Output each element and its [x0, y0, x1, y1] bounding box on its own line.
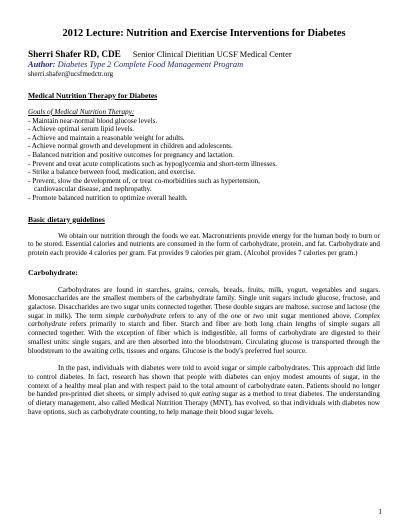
goal-item: - Achieve optimal serum lipid levels.	[28, 125, 135, 134]
goal-item: - Strike a balance between food, medication, and exercise.	[28, 168, 196, 177]
term-quit-eating: quit eating	[188, 390, 221, 399]
goal-item: - Achieve and maintain a reasonable weight for adults.	[28, 133, 185, 142]
term-complex-carbohydrate: Complex carbohydrate	[28, 311, 380, 329]
goal-item: - Achieve normal growth and development in children and adolescents.	[28, 142, 233, 151]
goal-item: - Prevent and treat acute complications such as hypoglycemia and short-term illnesses.	[28, 159, 278, 168]
author-label: Author:	[28, 60, 56, 69]
mnt-heading: Medical Nutrition Therapy for Diabetes	[28, 91, 158, 100]
basic-guidelines-paragraph: We obtain our nutrition through the foods we eat. Macronutrients provide energy for the human body to burn or to be stored. Essential calories and nutrients are consumed in the form of carbohydrate, protein, and fat. Carbohydrate and protein each provide 4 calories per gram. Fat provides 9 calories per gram. (Alcohol provides 7 calories per gram.)	[28, 231, 380, 257]
goal-item: - Balanced nutrition and positive outcomes for pregnancy and lactation.	[28, 150, 234, 159]
author-block	[28, 49, 380, 79]
basic-guidelines-heading: Basic dietary guidelines	[28, 214, 105, 224]
carbohydrate-heading: Carbohydrate:	[28, 267, 78, 277]
term-simple-carbohydrate: simple carbohydrate	[105, 311, 166, 320]
author-program: Diabetes Type 2 Complete Food Management Program	[57, 60, 244, 69]
carbohydrate-paragraph-1: Carbohydrates are found in starches, grains, cereals, breads, fruits, milk, yogurt, vegetables and sugars. Monosaccharides are the smallest members of the carbohydrate family. Single unit sugars include glucose, fructose, and galactose. Disaccharides are two sugar units connected together. These double sugars are maltose, sucrose and lactose (the sugar in milk). The term simple carbohydrate refers to any of the one or two unit sugar mentioned above. Complex carbohydrate refers primarily to starch and fiber. Starch and fiber are both long chain lengths of simple sugars all connected together. With the exception of fiber which is indigestible, all forms of carbohydrate are digested to their smallest units: single sugars, and are then absorbed into the bloodstream. Circulating glucose is transported through the bloodstream to the awaiting cells, tissues and organs. Glucose is the body's preferred fuel source.	[28, 285, 380, 355]
author-name: Sherri Shafer RD, CDE	[28, 49, 121, 59]
goal-item: - Maintain near-normal blood glucose levels.	[28, 116, 158, 125]
term-two: two	[253, 311, 264, 320]
author-email: sherri.shafer@ucsfmedctr.org	[28, 70, 114, 78]
carbohydrate-paragraph-2: In the past, individuals with diabetes were told to avoid sugar or simple carbohydrates. This approach did little to control diabetes. In fact, research has shown that people with diabetes can enjoy modest amounts of sugar, in the context of a healthy meal plan and with respect paid to the total amount of carbohydrate eaten. Patients should no longer be handed pre-printed diet sheets, or simply advised to quit eating sugar as a method to treat diabetes. The understanding of dietary management, also called Medical Nutrition Therapy (MNT), has evolved, so that individuals with diabetes now have options, such as carbohydrate counting, to help manage their blood sugar levels.	[28, 364, 380, 416]
goal-item: cardiovascular disease, and nephropathy.	[34, 185, 152, 194]
term-one: one	[230, 311, 242, 320]
author-position: Senior Clinical Dietitian UCSF Medical Center	[132, 50, 292, 59]
goals-heading: Goals of Medical Nutrition Therapy:	[28, 108, 135, 116]
goal-item: - Prevent, slow the development of, or treat co-morbidities such as hypertension,	[28, 176, 260, 185]
goal-item: - Promote balanced nutrition to optimize overall health.	[28, 193, 188, 202]
document-title: 2012 Lecture: Nutrition and Exercise Interventions for Diabetes	[62, 28, 346, 39]
goals-list	[28, 117, 380, 203]
page-number: 1	[378, 508, 382, 516]
